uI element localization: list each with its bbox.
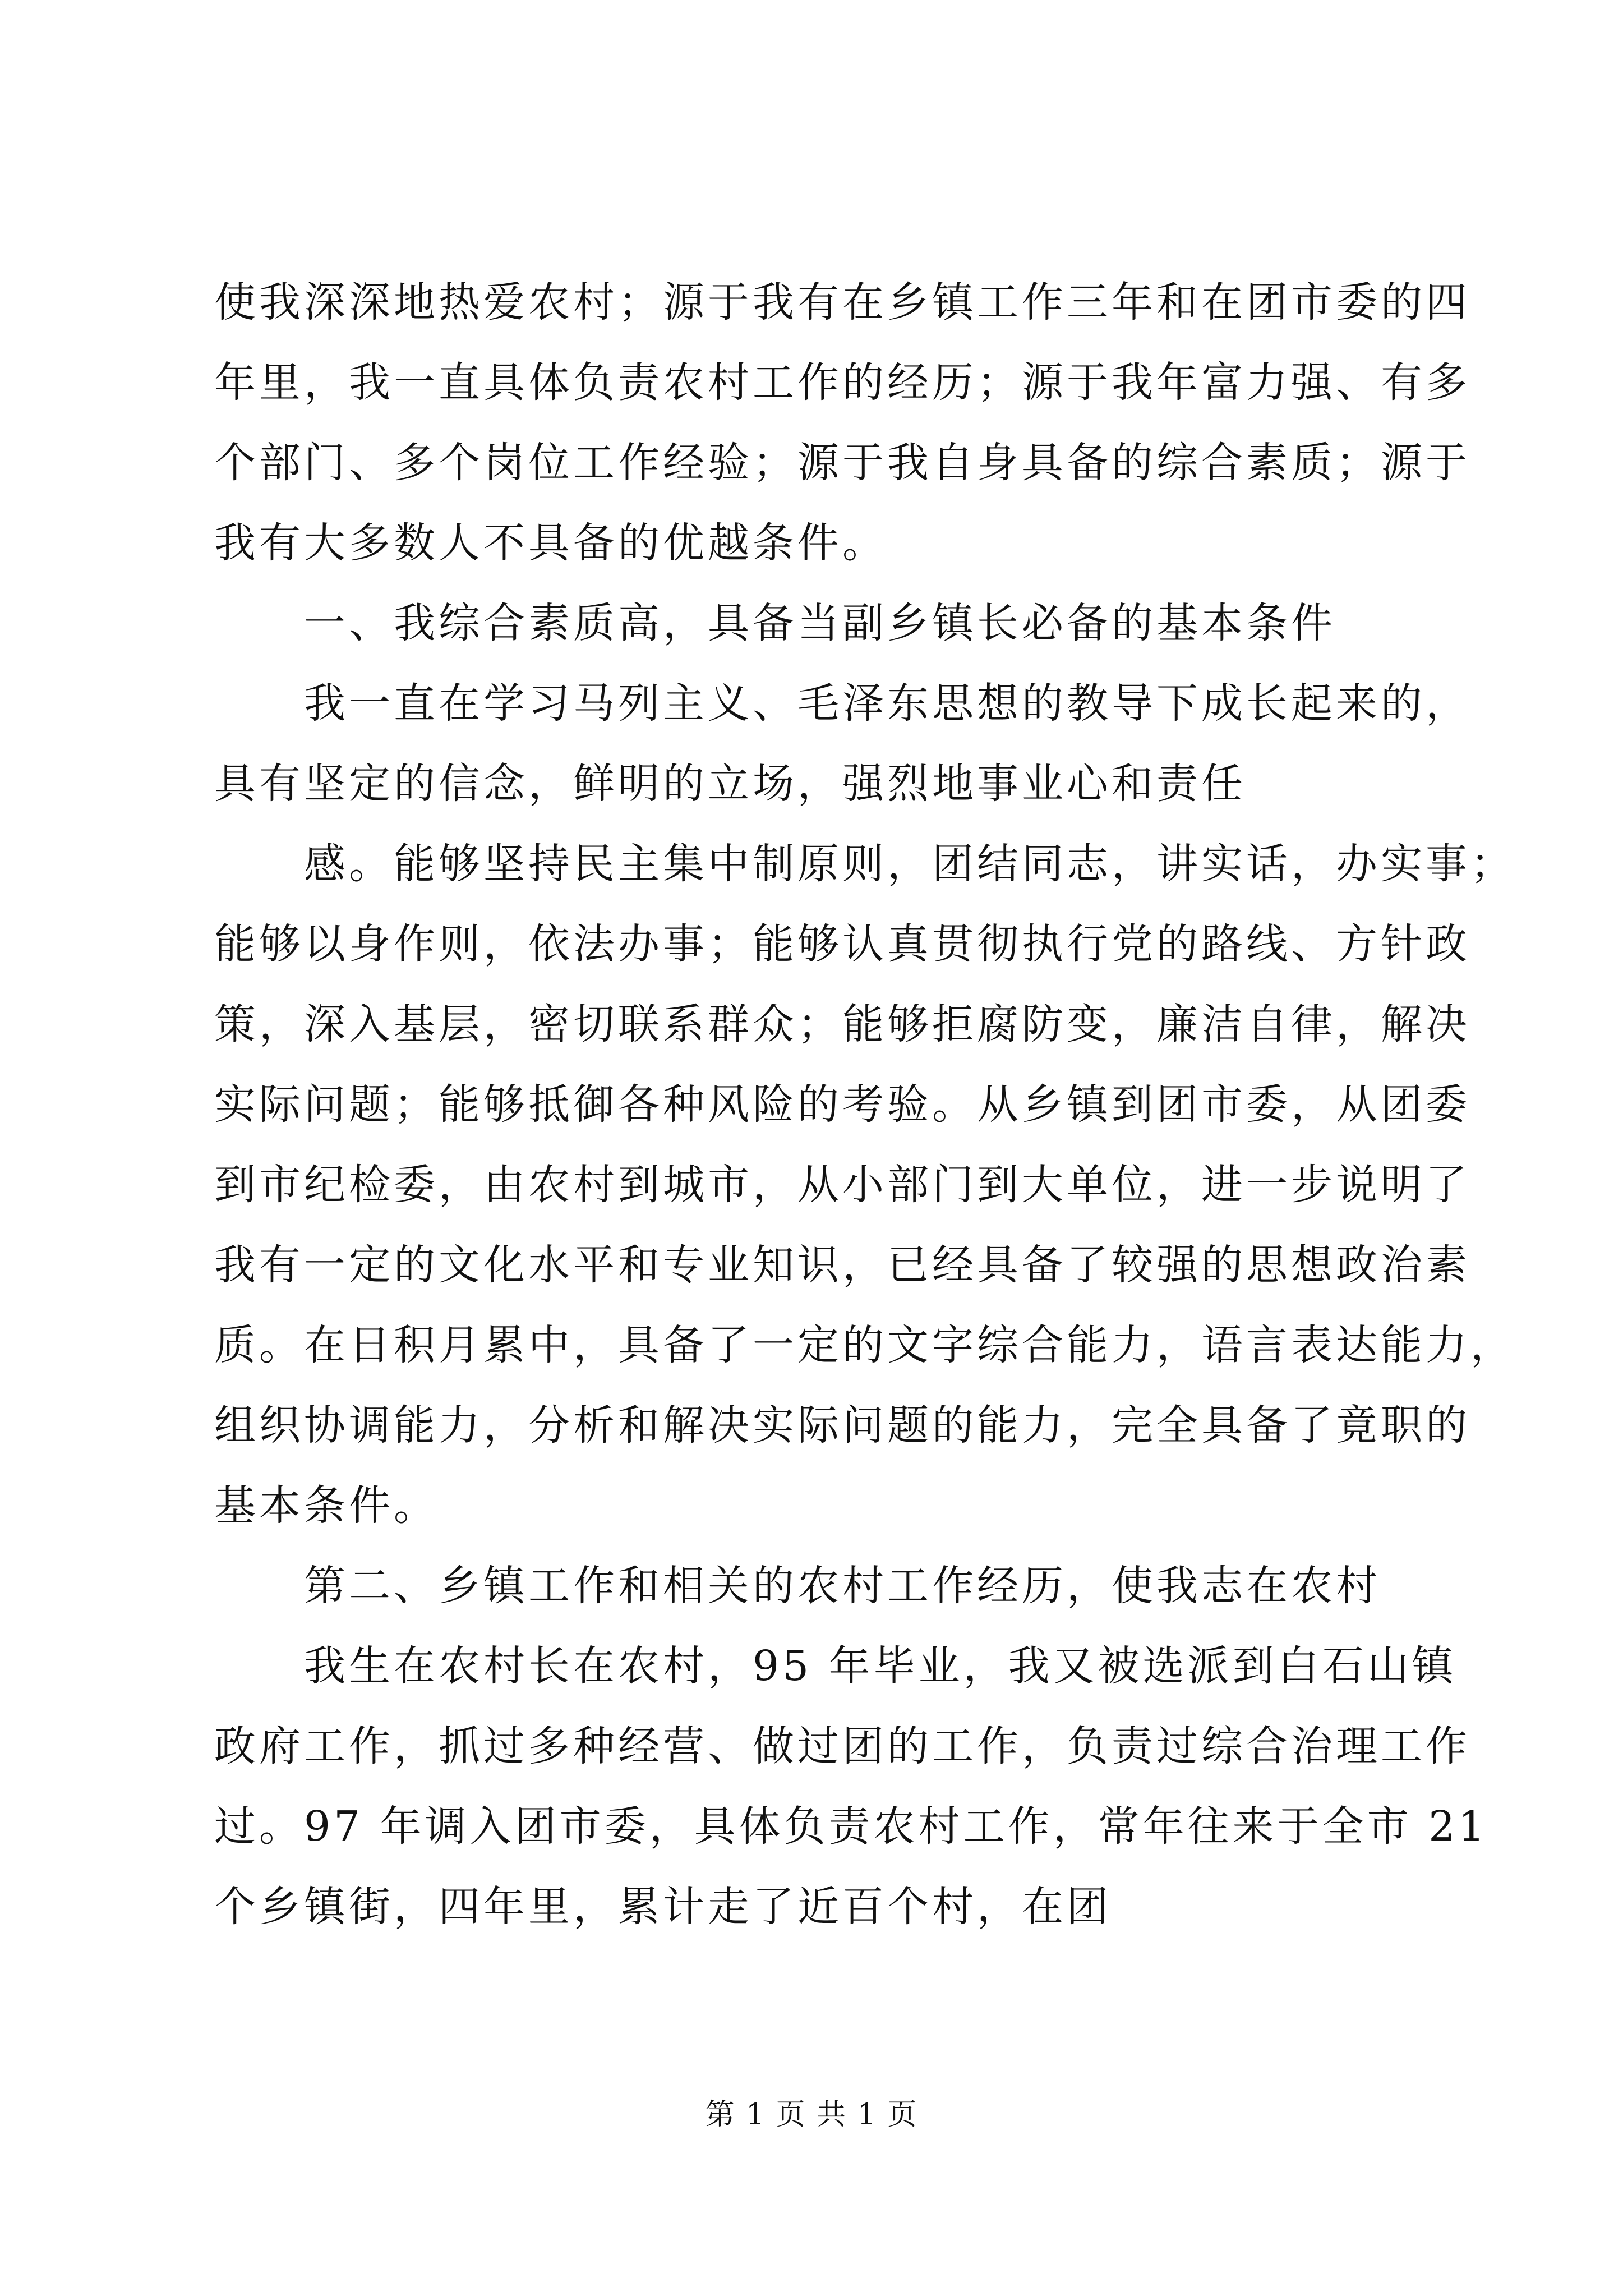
document-body: [214, 263, 1515, 1947]
text-line: 组织协调能力，分析和解决实际问题的能力，完全具备了竟职的: [214, 1401, 1470, 1450]
text-line: 我有一定的文化水平和专业知识，已经具备了较强的思想政治素: [214, 1241, 1470, 1289]
text-line: 我有大多数人不具备的优越条件。: [214, 519, 887, 567]
text-line: 能够以身作则，依法办事；能够认真贯彻执行党的路线、方针政: [214, 920, 1470, 968]
text-line: 到市纪检委，由农村到城市，从小部门到大单位，进一步说明了: [214, 1161, 1470, 1209]
text-line: 实际问题；能够抵御各种风险的考验。从乡镇到团市委，从团委: [214, 1080, 1470, 1129]
text-line: 个乡镇街，四年里，累计走了近百个村，在团: [214, 1883, 1112, 1931]
section-heading: 一、我综合素质高，具备当副乡镇长必备的基本条件: [304, 599, 1336, 647]
text-line: 使我深深地热爱农村；源于我有在乡镇工作三年和在团市委的四: [214, 278, 1470, 326]
text-line: 基本条件。: [214, 1481, 439, 1530]
text-line: 质。在日积月累中，具备了一定的文字综合能力，语言表达能力，: [214, 1321, 1515, 1369]
text-line: 具有坚定的信念，鲜明的立场，强烈地事业心和责任: [214, 760, 1246, 808]
text-line: 策，深入基层，密切联系群众；能够拒腐防变，廉洁自律，解决: [214, 1000, 1470, 1048]
text-line: 感。能够坚持民主集中制原则，团结同志，讲实话，办实事；: [304, 840, 1515, 888]
text-line: 我一直在学习马列主义、毛泽东思想的教导下成长起来的，: [304, 679, 1470, 728]
text-line: 个部门、多个岗位工作经验；源于我自身具备的综合素质；源于: [214, 439, 1470, 487]
text-line: 政府工作，抓过多种经营、做过团的工作，负责过综合治理工作: [214, 1722, 1470, 1770]
section-heading: 第二、乡镇工作和相关的农村工作经历，使我志在农村: [304, 1562, 1381, 1610]
text-line: 过。97 年调入团市委，具体负责农村工作，常年往来于全市 21: [214, 1802, 1488, 1851]
text-line: 我生在农村长在农村，95 年毕业，我又被选派到白石山镇: [304, 1642, 1457, 1690]
text-line: 年里，我一直具体负责农村工作的经历；源于我年富力强、有多: [214, 358, 1470, 407]
page-footer: 第 1 页 共 1 页: [705, 2098, 918, 2132]
